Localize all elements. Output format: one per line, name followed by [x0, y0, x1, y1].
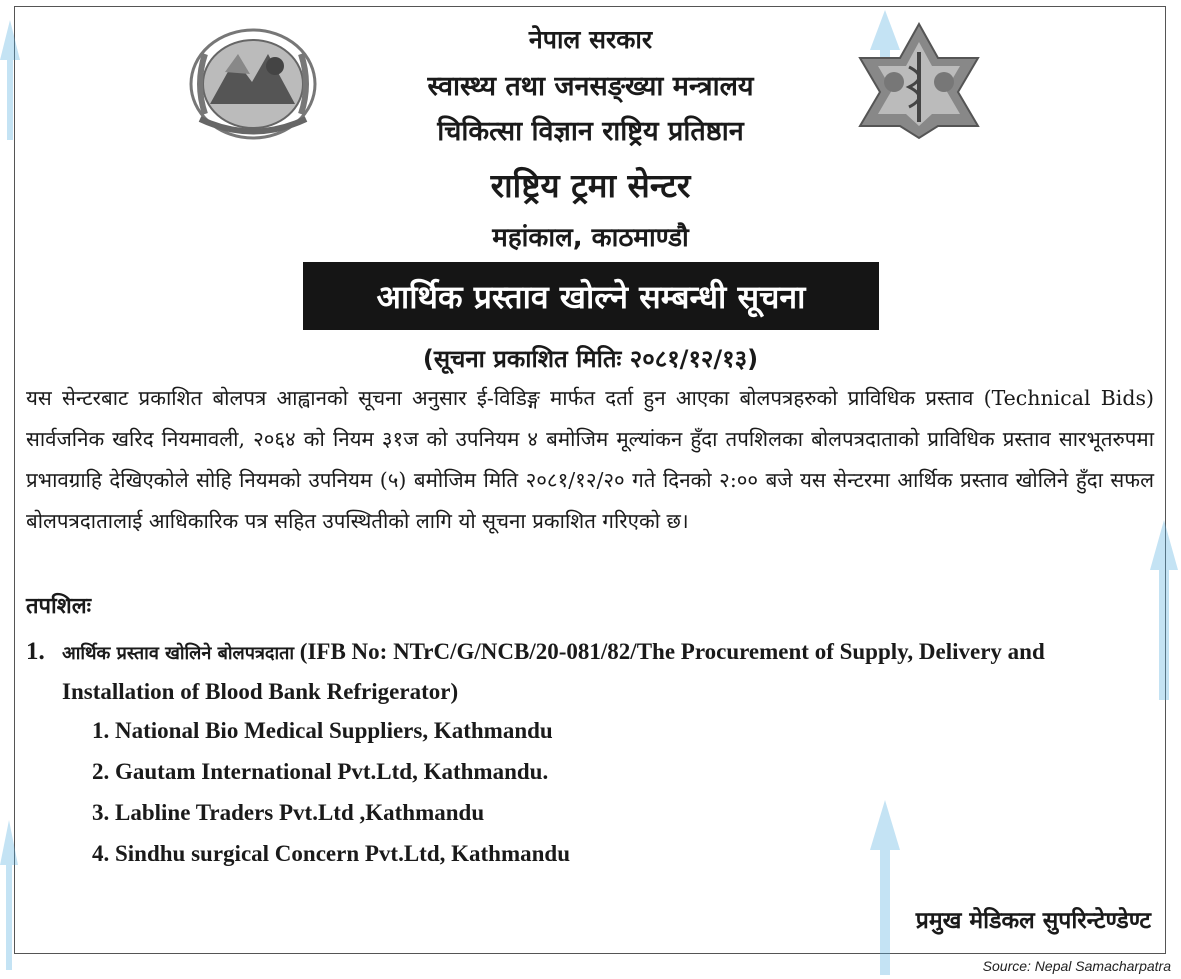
- published-date: (सूचना प्रकाशित मितिः २०८१/१२/१३): [422, 345, 759, 373]
- header-line-government: नेपाल सरकार: [528, 25, 653, 54]
- item-ifb: (IFB No: NTrC/G/NCB/20-081/82/The Procurement of Supply, Delivery and Installation of Blood Bank Refrigerator): [62, 639, 1045, 704]
- bidder-list: [92, 710, 570, 874]
- list-item: 3. Labline Traders Pvt.Ltd ,Kathmandu: [92, 800, 485, 825]
- item-number: 1.: [26, 638, 45, 665]
- header-line-ministry: स्वास्थ्य तथा जनसङ्ख्या मन्त्रालय: [427, 71, 754, 102]
- schedule-item: [26, 633, 1156, 711]
- notice-title: आर्थिक प्रस्ताव खोल्ने सम्बन्धी सूचना: [303, 262, 879, 330]
- list-item: 1. National Bio Medical Suppliers, Kathmandu: [92, 718, 553, 743]
- signature: प्रमुख मेडिकल सुपरिन्टेण्डेण्ट: [915, 908, 1151, 934]
- source-credit: Source: Nepal Samacharpatra: [982, 958, 1171, 974]
- list-item: 4. Sindhu surgical Concern Pvt.Ltd, Kathmandu: [92, 841, 570, 866]
- list-item: 2. Gautam International Pvt.Ltd, Kathmandu.: [92, 759, 549, 784]
- notice-body: यस सेन्टरबाट प्रकाशित बोलपत्र आह्वानको सूचना अनुसार ई-विडिङ्ग मार्फत दर्ता हुन आएका बोलपत्रहरुको प्राविधिक प्रस्ताव (Technical Bids) सार्वजनिक खरिद नियमावली, २०६४ को नियम ३१ज को उपनियम ४ बमोजिम मूल्यांकन हुँदा तपशिलका बोलपत्रदाताको प्राविधिक प्रस्ताव सारभूतरुपमा प्रभावग्राहि देखिएकोले सोहि नियमको उपनियम (५) बमोजिम मिति २०८१/१२/२० गते दिनको २:०० बजे यस सेन्टरमा आर्थिक प्रस्ताव खोलिने हुँदा सफल बोलपत्रदातालाई आधिकारिक पत्र सहित उपस्थितीको लागि यो सूचना प्रकाशित गरिएको छ।: [26, 386, 1154, 533]
- watermark-arrow-icon: [870, 800, 900, 975]
- schedule-heading: तपशिलः: [26, 594, 92, 619]
- header-line-academy: चिकित्सा विज्ञान राष्ट्रिय प्रतिष्ठान: [437, 116, 744, 147]
- header-line-location: महांकाल, काठमाण्डौ: [492, 223, 689, 253]
- item-text: [62, 633, 1156, 711]
- item-label: आर्थिक प्रस्ताव खोलिने बोलपत्रदाता: [62, 643, 295, 664]
- watermark-arrow-icon: [0, 820, 18, 970]
- header-line-center: राष्ट्रिय ट्रमा सेन्टर: [490, 166, 691, 205]
